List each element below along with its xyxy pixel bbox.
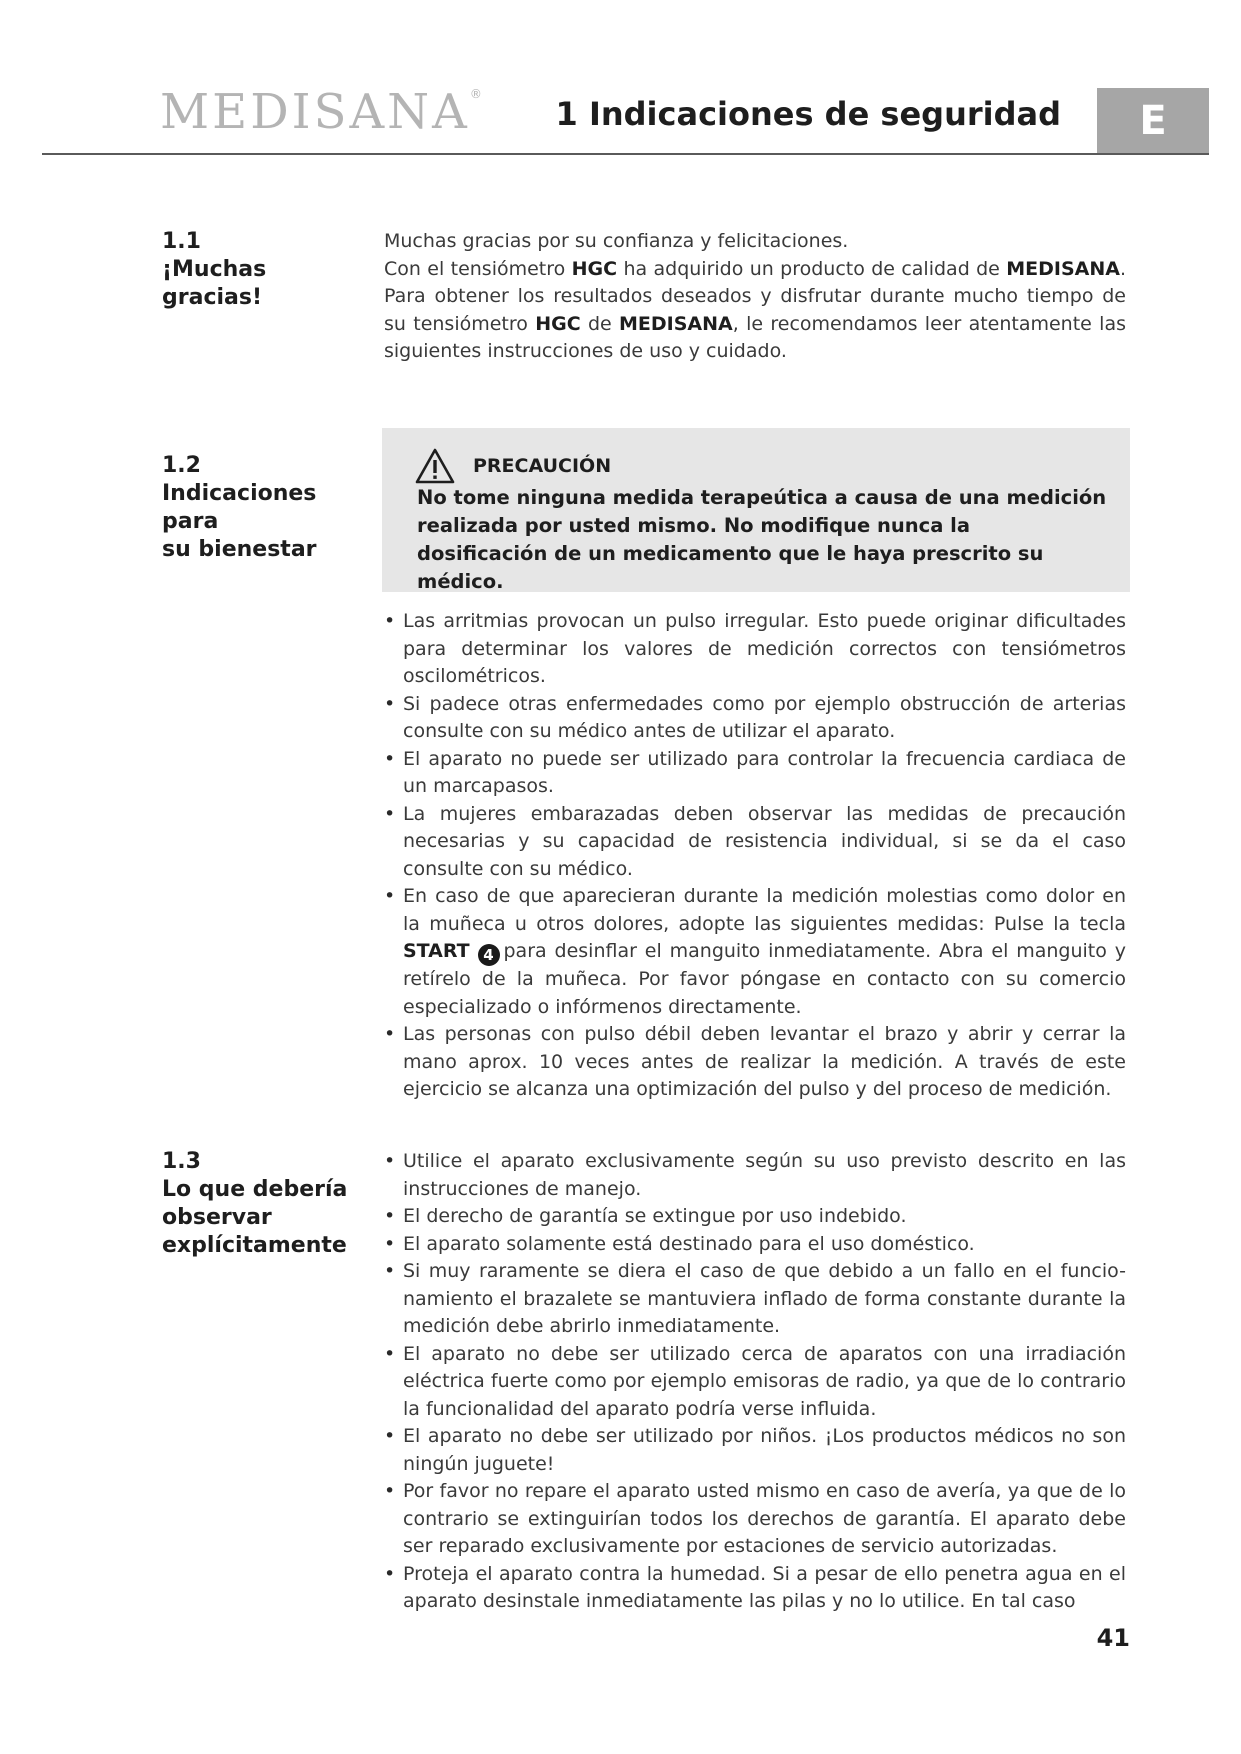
caution-box	[382, 428, 1130, 592]
chapter-title: 1 Indicaciones de seguridad	[555, 95, 1061, 133]
button-number-badge: 4	[478, 944, 500, 966]
section-title-line: Lo que debería	[162, 1177, 348, 1202]
list-item: • Por favor no repare el aparato usted mismo en caso de avería, ya que de lo contrario se extinguirían todos los derechos de garantía. El aparato debe ser reparado exclusivamente por estaciones de servicio autorizadas.	[384, 1478, 1126, 1561]
section-number: 1.2	[162, 453, 201, 478]
section-1-2-body	[384, 608, 1126, 1104]
precaution-list	[384, 608, 1126, 1104]
list-item: • El derecho de garantía se extingue por uso indebido.	[384, 1203, 1126, 1231]
list-item: • El aparato solamente está destinado para el uso doméstico.	[384, 1231, 1126, 1259]
section-1-3-heading	[162, 1148, 362, 1260]
language-tab: E	[1097, 88, 1209, 154]
section-1-2-heading	[162, 452, 362, 564]
usage-notes-list	[384, 1148, 1126, 1616]
list-item: • La mujeres embarazadas deben observar las medidas de precaución necesarias y su capacidad de resistencia individual, si se da el caso consulte con su médico.	[384, 801, 1126, 884]
list-item: • El aparato no debe ser utilizado por niños. ¡Los productos médicos no son ningún juguete!	[384, 1423, 1126, 1478]
section-1-3-body	[384, 1148, 1126, 1616]
caution-header	[415, 448, 611, 484]
brand-logo: MEDISANA®	[160, 84, 482, 140]
section-1-1-body	[384, 228, 1126, 366]
section-title-line: explícitamente	[162, 1233, 347, 1258]
intro-line: Muchas gracias por su confianza y felicitaciones.	[384, 230, 849, 252]
page-number: 41	[1096, 1624, 1130, 1652]
section-number: 1.3	[162, 1149, 201, 1174]
section-title-line: su bienestar	[162, 537, 317, 562]
list-item: • Si padece otras enfermedades como por ejemplo obstrucción de arterias consulte con su médico antes de utilizar el aparato.	[384, 691, 1126, 746]
list-item: • Proteja el aparato contra la humedad. Si a pesar de ello penetra agua en el aparato desinstale inmediatamente las pilas y no lo utilice. En tal caso	[384, 1561, 1126, 1616]
header-divider	[42, 153, 1209, 155]
caution-title: PRECAUCIÓN	[473, 455, 612, 477]
list-item: • Utilice el aparato exclusivamente según su uso previsto descrito en las instrucciones de manejo.	[384, 1148, 1126, 1203]
registered-mark: ®	[469, 87, 482, 101]
section-1-1-heading	[162, 228, 362, 312]
list-item: • Si muy raramente se diera el caso de que debido a un fallo en el funcio-namiento el brazalete se mantuviera inflado de forma constante durante la medición debe abrirlo inmediatamente.	[384, 1258, 1126, 1341]
start-key-label: START	[403, 940, 470, 962]
section-number: 1.1	[162, 229, 201, 254]
list-item: • Las personas con pulso débil deben levantar el brazo y abrir y cerrar la mano aprox. 10 veces antes de realizar la medición. A través de este ejercicio se alcanza una optimización del pulso y del proceso de medición.	[384, 1021, 1126, 1104]
section-title-line: observar	[162, 1205, 272, 1230]
section-title: ¡Muchas gracias!	[162, 257, 267, 310]
section-title-line: Indicaciones para	[162, 481, 317, 534]
caution-text: No tome ninguna medida terapeútica a causa de una medición realizada por usted mismo. No modifique nunca la dosificación de un medicamento que le haya prescrito su médico.	[417, 486, 1107, 593]
list-item: • El aparato no debe ser utilizado cerca de aparatos con una irradiación eléctrica fuerte como por ejemplo emisoras de radio, ya que de lo contrario la funcionalidad del aparato podría verse influida.	[384, 1341, 1126, 1424]
intro-paragraph: Con el tensiómetro HGC ha adquirido un producto de calidad de MEDISANA. Para obtener los resultados deseados y disfrutar durante mucho tiempo de su tensiómetro HGC de MEDISANA, le recomendamos leer atentamente las siguientes instrucciones de uso y cuidado.	[384, 257, 1127, 362]
list-item: • El aparato no puede ser utilizado para controlar la frecuencia cardiaca de un marcapasos.	[384, 746, 1126, 801]
warning-triangle-icon	[415, 448, 455, 484]
list-item: • Las arritmias provocan un pulso irregular. Esto puede originar dificultades para determinar los valores de medición correctos con tensiómetros oscilométricos.	[384, 608, 1126, 691]
list-item: • En caso de que aparecieran durante la medición molestias como dolor en la muñeca u otros dolores, adopte las siguientes medidas: Pulse la tecla START 4 para desinflar el manguito inmediatamente. Abra el manguito y retírelo de la muñeca. Por favor póngase en contacto con su comercio especializado o infórmenos directamente.	[384, 883, 1126, 1021]
